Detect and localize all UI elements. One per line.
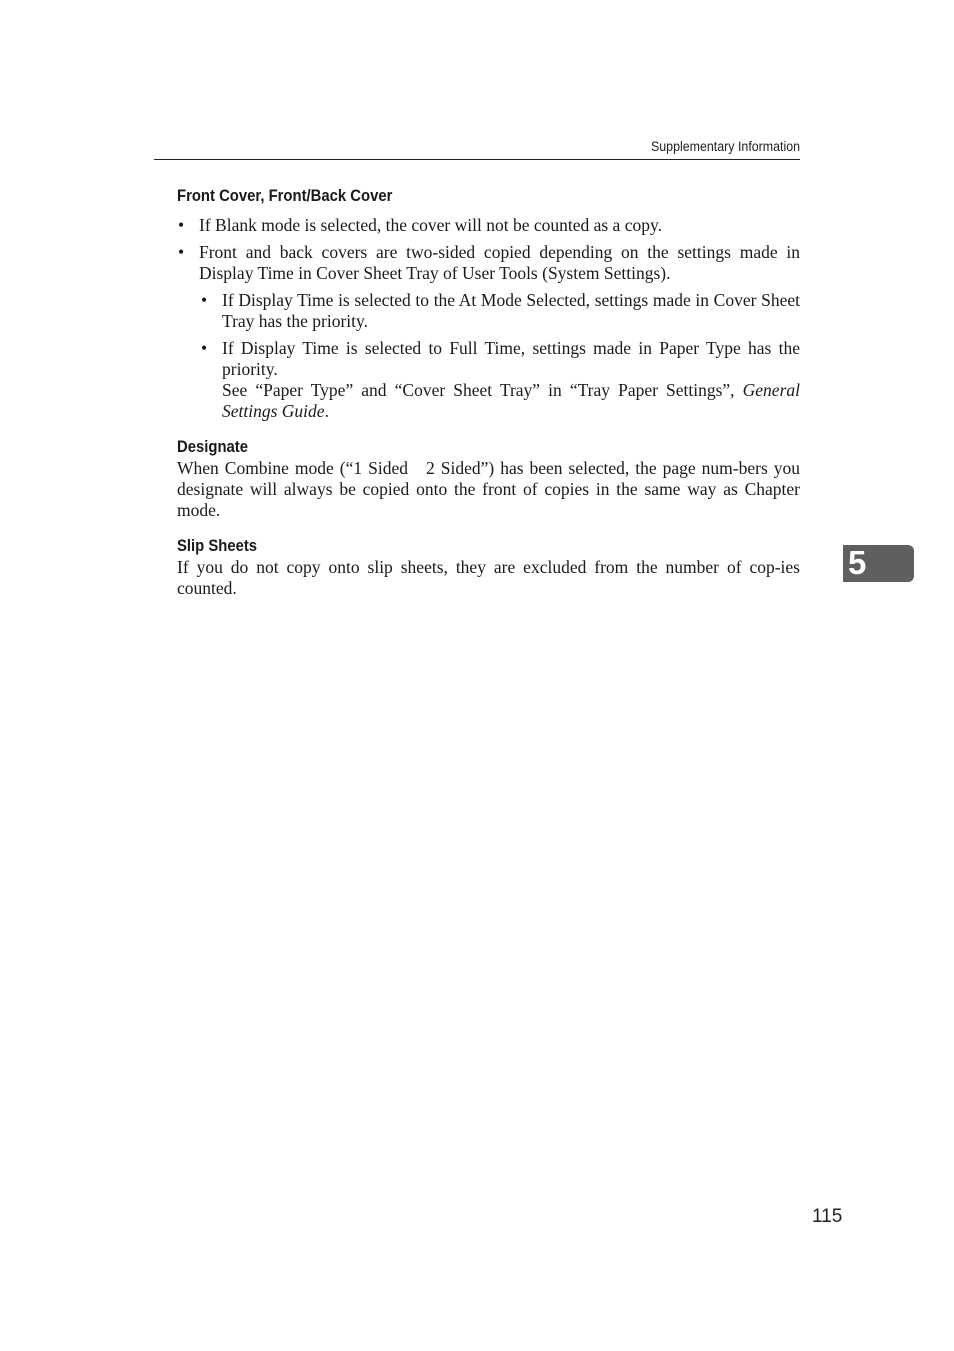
page-content (177, 185, 800, 599)
see-reference-text: See “Paper Type” and “Cover Sheet Tray” in “Tray Paper Settings”, (222, 380, 735, 400)
chapter-tab (843, 545, 914, 582)
list-item (177, 215, 800, 236)
bullet-icon: • (178, 215, 185, 235)
bullet-icon: • (201, 290, 208, 310)
section-heading-front-cover: Front Cover, Front/Back Cover (177, 187, 393, 205)
list-item-text: If Blank mode is selected, the cover will not be counted as a copy. (199, 215, 662, 235)
header-rule (154, 159, 800, 160)
designate-paragraph (177, 458, 800, 521)
slip-sheets-paragraph: If you do not copy onto slip sheets, they are excluded from the number of cop-ies counted. (177, 557, 800, 598)
section-heading-designate: Designate (177, 438, 248, 456)
see-reference-end: . (324, 401, 329, 421)
manual-reference-link: General Settings Guide (222, 380, 800, 421)
sub-list-item (177, 290, 800, 332)
designate-text-start: When Combine mode (“1 Sided (177, 458, 409, 478)
page-number: 115 (812, 1206, 843, 1227)
front-cover-bullet-list (177, 215, 800, 422)
list-item-text: Front and back covers are two-sided copied depending on the settings made in Display Time in Cover Sheet Tray of User Tools (System Settings). (199, 242, 800, 283)
see-reference (222, 380, 800, 422)
chapter-number: 5 (848, 544, 867, 581)
sub-list-item (177, 338, 800, 422)
designate-text-rest: 2 Sided”) has been selected, the page num-bers you designate will always be copied onto the front of copies in the same way as Chapter mode. (177, 458, 801, 520)
running-header: Supplementary Information (650, 139, 800, 154)
sub-list-item-text: If Display Time is selected to Full Time, settings made in Paper Type has the priority. (222, 338, 800, 379)
list-item (177, 242, 800, 284)
section-heading-slip-sheets: Slip Sheets (177, 537, 258, 555)
sub-list-item-text: If Display Time is selected to the At Mode Selected, settings made in Cover Sheet Tray has the priority. (222, 290, 800, 331)
bullet-icon: • (178, 242, 185, 262)
bullet-icon: • (201, 338, 208, 358)
